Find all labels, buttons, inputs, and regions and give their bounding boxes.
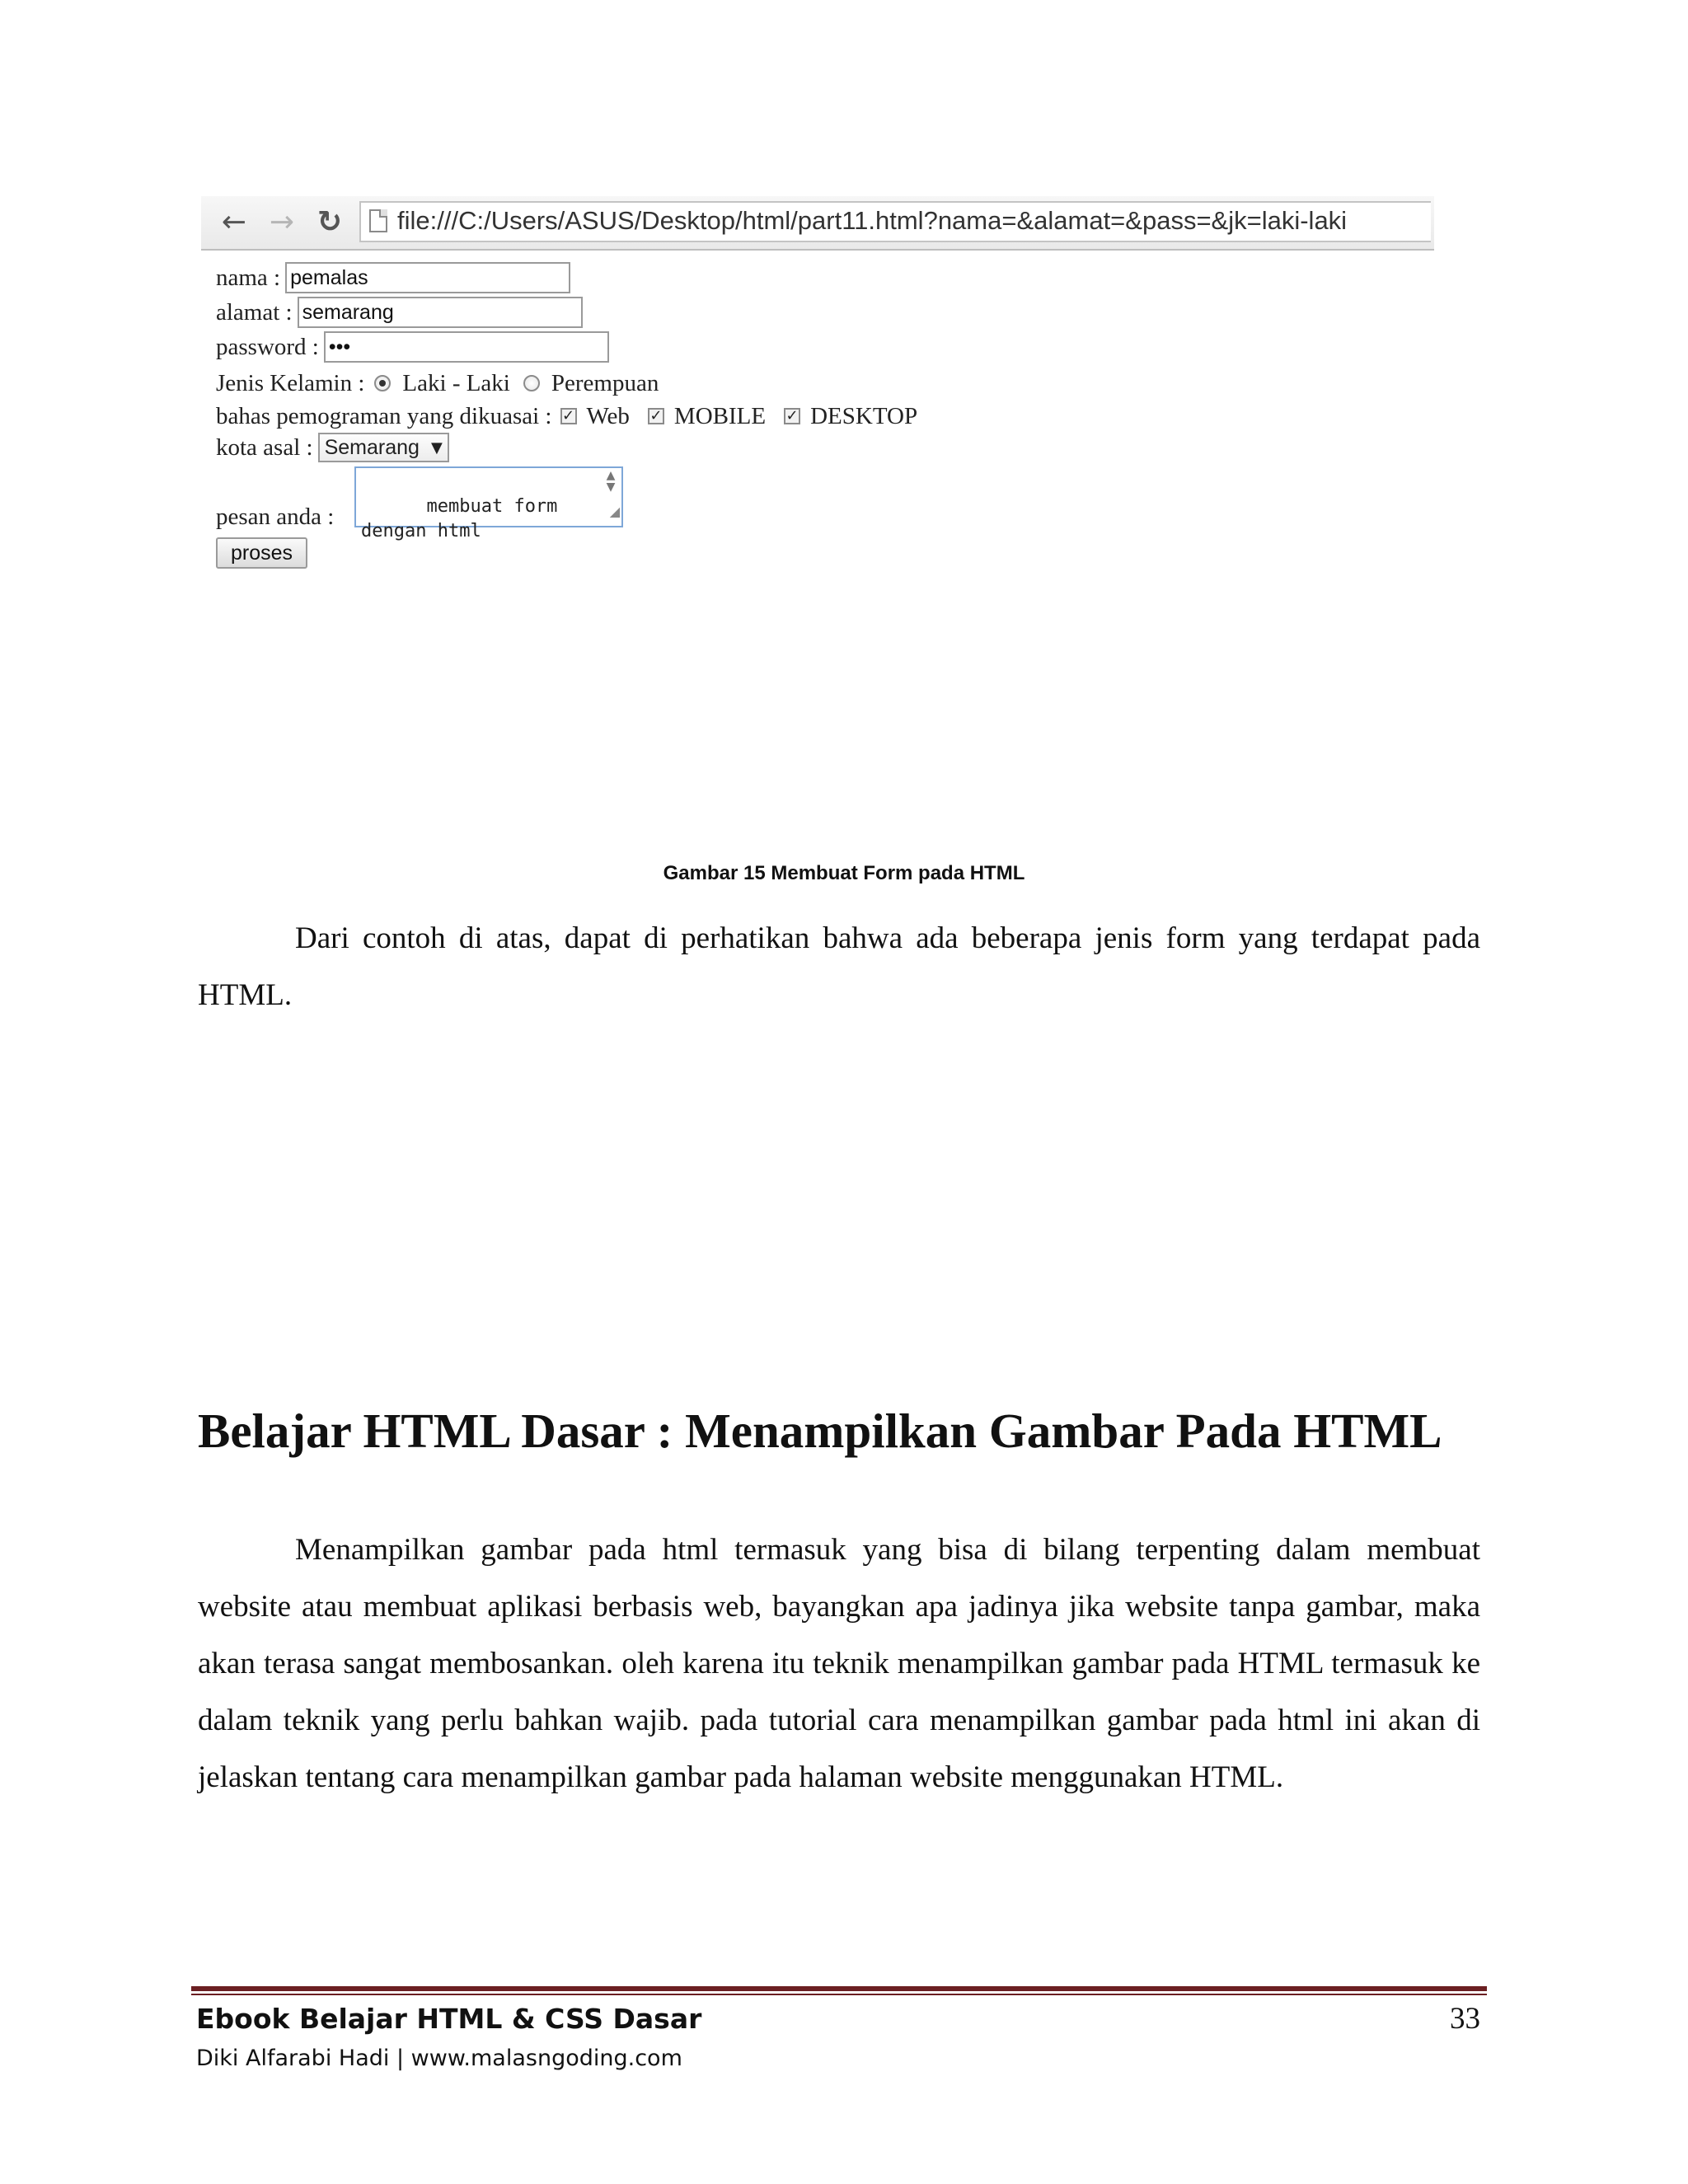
password-input[interactable]: ••• <box>324 331 609 363</box>
textarea-scroll-icon[interactable]: ▲ ▼ <box>606 469 616 494</box>
kota-row <box>216 430 449 465</box>
bahasa-row <box>216 399 927 434</box>
dropdown-arrow-icon: ▼ <box>430 438 443 457</box>
footer-title: Ebook Belajar HTML & CSS Dasar <box>196 2003 702 2035</box>
figure-caption: Gambar 15 Membuat Form pada HTML <box>663 862 1025 884</box>
html-form <box>216 260 1205 582</box>
bahasa-option-desktop: DESKTOP <box>810 402 918 429</box>
paragraph-1: Dari contoh di atas, dapat di perhatikan bahwa ada beberapa jenis form yang terdapat pada HTML. <box>198 921 1480 1012</box>
pesan-text: membuat form dengan html <box>361 496 569 541</box>
checkbox-desktop[interactable]: ✓ <box>784 408 800 424</box>
section-heading: Belajar HTML Dasar : Menampilkan Gambar Pada HTML <box>198 1404 1442 1458</box>
nama-label: nama : <box>216 264 281 291</box>
alamat-input[interactable]: semarang <box>298 297 583 328</box>
password-label: password : <box>216 333 319 360</box>
browser-toolbar <box>201 196 1434 251</box>
gender-row <box>216 366 668 401</box>
gender-option-laki: Laki - Laki <box>402 369 510 396</box>
kota-label: kota asal : <box>216 434 313 461</box>
footer-rule-thin <box>191 1994 1487 1995</box>
nama-row <box>216 260 570 295</box>
bahasa-label: bahas pemograman yang dikuasai : <box>216 402 552 429</box>
gender-radio-laki[interactable] <box>374 375 391 391</box>
footer-author: Diki Alfarabi Hadi | www.malasngoding.com <box>196 2046 682 2071</box>
back-arrow-icon[interactable]: ← <box>221 205 247 239</box>
password-row <box>216 330 609 364</box>
alamat-row <box>216 295 583 330</box>
form-screenshot-figure <box>201 196 1434 583</box>
gender-label: Jenis Kelamin : <box>216 369 365 396</box>
gender-option-perempuan: Perempuan <box>551 369 659 396</box>
proses-button[interactable]: proses <box>216 537 307 569</box>
address-url: file:///C:/Users/ASUS/Desktop/html/part11.html?nama=&alamat=&pass=&jk=laki-laki <box>397 206 1348 235</box>
forward-arrow-icon[interactable]: → <box>269 205 295 239</box>
pesan-label: pesan anda : <box>216 503 335 530</box>
bahasa-option-mobile: MOBILE <box>673 402 767 429</box>
page-number: 33 <box>1450 2002 1480 2036</box>
checkbox-mobile[interactable]: ✓ <box>648 408 664 424</box>
page-icon <box>369 209 387 232</box>
address-bar[interactable] <box>359 201 1431 242</box>
bahasa-option-web: Web <box>586 402 630 429</box>
alamat-label: alamat : <box>216 298 293 326</box>
pesan-textarea[interactable] <box>354 466 623 541</box>
pesan-row <box>216 499 334 534</box>
nama-input[interactable]: pemalas <box>285 262 570 293</box>
footer-rule <box>191 1986 1487 1991</box>
reload-icon[interactable]: ↻ <box>316 205 343 239</box>
paragraph-2: Menampilkan gambar pada html termasuk yang bisa di bilang terpenting dalam membuat website atau membuat aplikasi berbasis web, bayangkan apa jadinya jika website tanpa gambar, maka akan terasa sangat membosankan. oleh karena itu teknik menampilkan gambar pada HTML termasuk ke dalam teknik yang perlu bahkan wajib. pada tutorial cara menampilkan gambar pada html ini akan di jelaskan tentang cara menampilkan gambar pada halaman website menggunakan HTML. <box>198 1533 1480 1794</box>
checkbox-web[interactable]: ✓ <box>560 408 577 424</box>
resize-grip-icon[interactable]: ◢ <box>609 504 620 519</box>
kota-selected-value: Semarang <box>324 435 420 459</box>
kota-select[interactable] <box>318 433 449 462</box>
gender-radio-perempuan[interactable] <box>523 375 540 391</box>
